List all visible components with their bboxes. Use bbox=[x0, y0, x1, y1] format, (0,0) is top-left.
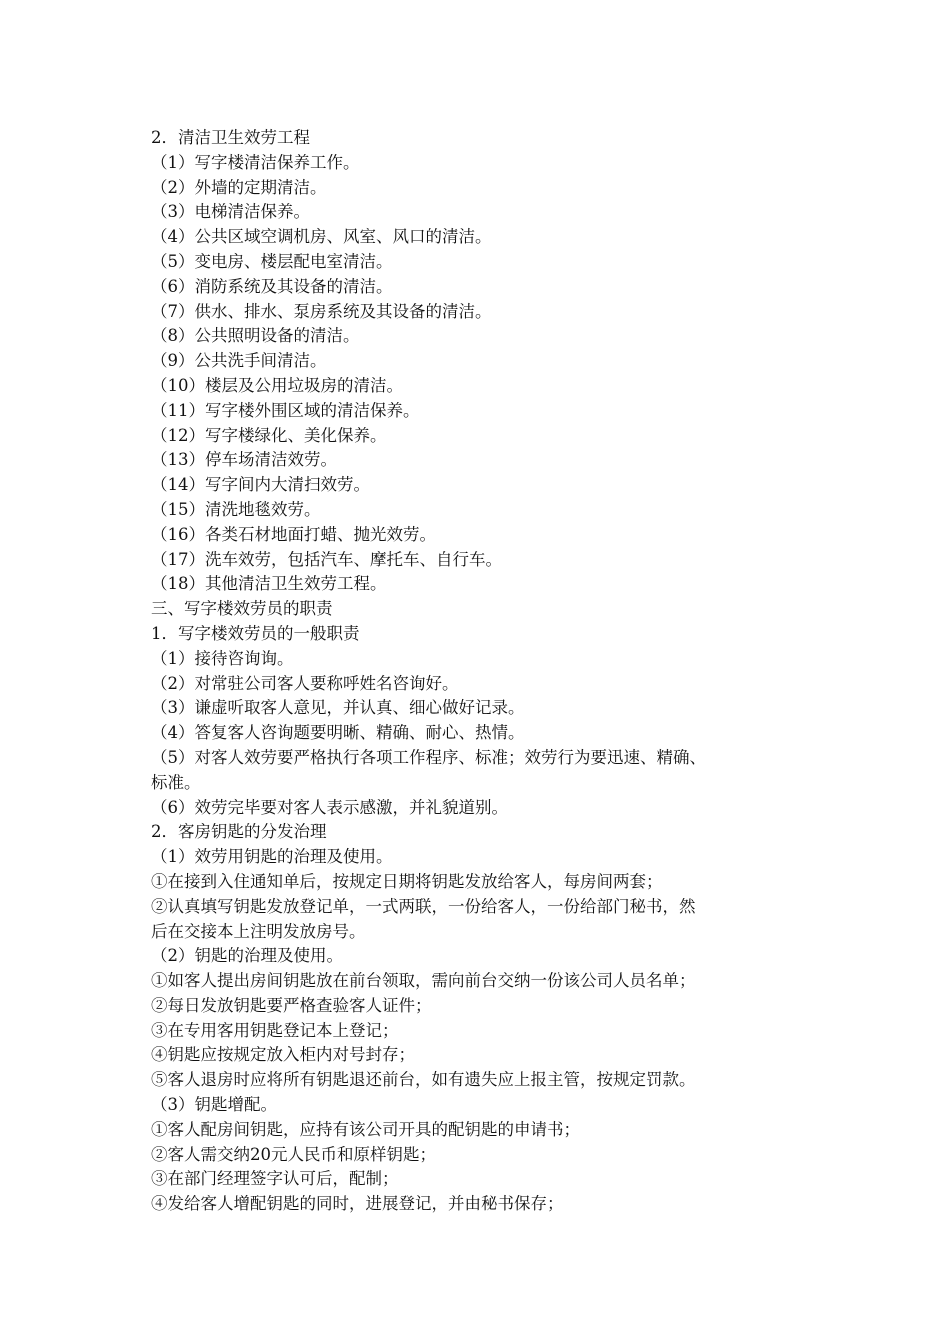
chapter-heading-staff-duties: 三、写字楼效劳员的职责 bbox=[151, 599, 333, 619]
list-item: （1）写字楼清洁保养工作。 bbox=[151, 152, 360, 172]
list-item: ①客人配房间钥匙，应持有该公司开具的配钥匙的申请书； bbox=[151, 1119, 580, 1139]
list-item: ③在部门经理签字认可后，配制； bbox=[151, 1169, 399, 1189]
list-item: ④发给客人增配钥匙的同时，进展登记，并由秘书保存； bbox=[151, 1194, 564, 1214]
list-item: （2）钥匙的治理及使用。 bbox=[151, 946, 343, 966]
section-heading-general-duties: 1．写字楼效劳员的一般职责 bbox=[151, 623, 360, 643]
list-item: （11）写字楼外围区域的清洁保养。 bbox=[151, 400, 420, 420]
list-item: ②客人需交纳20元人民币和原样钥匙； bbox=[151, 1144, 436, 1164]
list-item: （10）楼层及公用垃圾房的清洁。 bbox=[151, 375, 403, 395]
list-item: ④钥匙应按规定放入柜内对号封存； bbox=[151, 1045, 415, 1065]
list-item: （1）接待咨询询。 bbox=[151, 648, 294, 668]
list-item: （16）各类石材地面打蜡、抛光效劳。 bbox=[151, 524, 436, 544]
list-item: ⑤客人退房时应将所有钥匙退还前台，如有遗失应上报主管，按规定罚款。 bbox=[151, 1070, 696, 1090]
list-item: ③在专用客用钥匙登记本上登记； bbox=[151, 1020, 399, 1040]
list-item: （5）对客人效劳要严格执行各项工作程序、标准；效劳行为要迅速、精确、 bbox=[151, 747, 706, 767]
list-item: （18）其他清洁卫生效劳工程。 bbox=[151, 574, 387, 594]
document-page bbox=[151, 126, 801, 1217]
list-item: （17）洗车效劳，包括汽车、摩托车、自行车。 bbox=[151, 549, 502, 569]
list-item: （2）对常驻公司客人要称呼姓名咨询好。 bbox=[151, 673, 459, 693]
list-item: （5）变电房、楼层配电室清洁。 bbox=[151, 251, 393, 271]
list-item: （7）供水、排水、泵房系统及其设备的清洁。 bbox=[151, 301, 492, 321]
list-item: （2）外墙的定期清洁。 bbox=[151, 177, 327, 197]
list-item: ①如客人提出房间钥匙放在前台领取，需向前台交纳一份该公司人员名单； bbox=[151, 971, 696, 991]
list-item: （14）写字间内大清扫效劳。 bbox=[151, 475, 370, 495]
list-item: （6）消防系统及其设备的清洁。 bbox=[151, 276, 393, 296]
list-item-continuation: 后在交接本上注明发放房号。 bbox=[151, 921, 366, 941]
list-item: （12）写字楼绿化、美化保养。 bbox=[151, 425, 387, 445]
list-item: ①在接到入住通知单后，按规定日期将钥匙发放给客人，每房间两套； bbox=[151, 871, 663, 891]
list-item: （8）公共照明设备的清洁。 bbox=[151, 326, 360, 346]
list-item: （3）电梯清洁保养。 bbox=[151, 202, 310, 222]
list-item: （4）答复客人咨询题要明晰、精确、耐心、热情。 bbox=[151, 723, 525, 743]
list-item: （15）清洗地毯效劳。 bbox=[151, 499, 321, 519]
list-item: （9）公共洗手间清洁。 bbox=[151, 351, 327, 371]
list-item: （3）谦虚听取客人意见，并认真、细心做好记录。 bbox=[151, 698, 525, 718]
list-item-continuation: 标准。 bbox=[151, 772, 201, 792]
section-heading-key-management: 2．客房钥匙的分发治理 bbox=[151, 822, 327, 842]
list-item: （6）效劳完毕要对客人表示感激，并礼貌道别。 bbox=[151, 797, 508, 817]
list-item: （13）停车场清洁效劳。 bbox=[151, 450, 337, 470]
list-item: ②每日发放钥匙要严格查验客人证件； bbox=[151, 995, 432, 1015]
list-item: （4）公共区域空调机房、风室、风口的清洁。 bbox=[151, 227, 492, 247]
list-item: （1）效劳用钥匙的治理及使用。 bbox=[151, 847, 393, 867]
section-heading-cleaning-services: 2．清洁卫生效劳工程 bbox=[151, 128, 310, 147]
list-item: ②认真填写钥匙发放登记单，一式两联，一份给客人，一份给部门秘书，然 bbox=[151, 896, 696, 916]
list-item: （3）钥匙增配。 bbox=[151, 1095, 277, 1115]
